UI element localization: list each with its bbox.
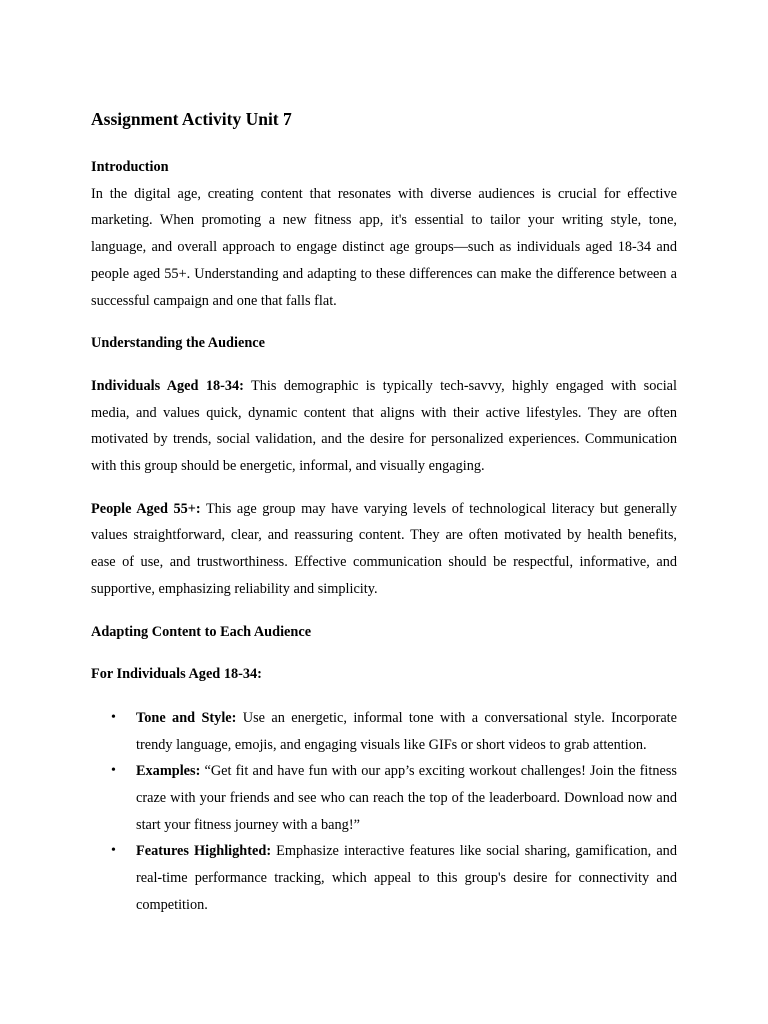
young-audience-paragraph <box>91 373 677 480</box>
bullet-text: Use an energetic, informal tone with a conversational style. Incorporate trendy language, emojis, and engaging visuals like GIFs or short videos to grab attention. <box>136 709 677 753</box>
bullet-text: Emphasize interactive features like social sharing, gamification, and real-time performance tracking, which appeal to this group's desire for connectivity and competition. <box>136 843 677 913</box>
document-page <box>91 106 677 919</box>
older-audience-paragraph <box>91 496 677 603</box>
list-item <box>91 838 677 918</box>
document-title: Assignment Activity Unit 7 <box>91 109 292 129</box>
bullet-icon: • <box>111 843 116 859</box>
audience-heading: Understanding the Audience <box>91 335 265 352</box>
bullet-label: Examples: <box>136 763 201 780</box>
bullet-icon: • <box>111 763 116 779</box>
older-audience-label: People Aged 55+: <box>91 500 201 517</box>
bullet-text: “Get fit and have fun with our app’s exciting workout challenges! Join the fitness craze with your friends and see who can reach the top of the leaderboard. Download now and start your fitness journey with a bang!” <box>136 763 677 833</box>
young-audience-text: This demographic is typically tech-savvy, highly engaged with social media, and values quick, dynamic content that aligns with their active lifestyles. They are often motivated by trends, social validation, and the desire for personalized experiences. Communication with this group should be energetic, informal, and visually engaging. <box>91 377 677 475</box>
bullet-icon: • <box>111 709 116 725</box>
older-audience-text: This age group may have varying levels of technological literacy but generally values straightforward, clear, and reassuring content. They are often motivated by health benefits, ease of use, and trustworthiness. Effective communication should be respectful, informative, and supportive, emphasizing reliability and simplicity. <box>91 500 677 597</box>
young-audience-label: Individuals Aged 18-34: <box>91 377 244 394</box>
adapting-heading: Adapting Content to Each Audience <box>91 623 312 640</box>
bullet-label: Tone and Style: <box>136 709 237 726</box>
young-adapting-list <box>91 705 677 919</box>
list-item <box>91 758 677 838</box>
introduction-heading: Introduction <box>91 159 169 175</box>
young-adapting-heading: For Individuals Aged 18-34: <box>91 666 262 683</box>
list-item <box>91 705 677 758</box>
introduction-paragraph: In the digital age, creating content that resonates with diverse audiences is crucial for effective marketing. When promoting a new fitness app, it's essential to tailor your writing style, tone, language, and overall approach to engage distinct age groups—such as individuals aged 18-34 and people aged 55+. Understanding and adapting to these differences can make the difference between a successful campaign and one that falls flat. <box>91 185 677 309</box>
bullet-label: Features Highlighted: <box>136 843 272 860</box>
